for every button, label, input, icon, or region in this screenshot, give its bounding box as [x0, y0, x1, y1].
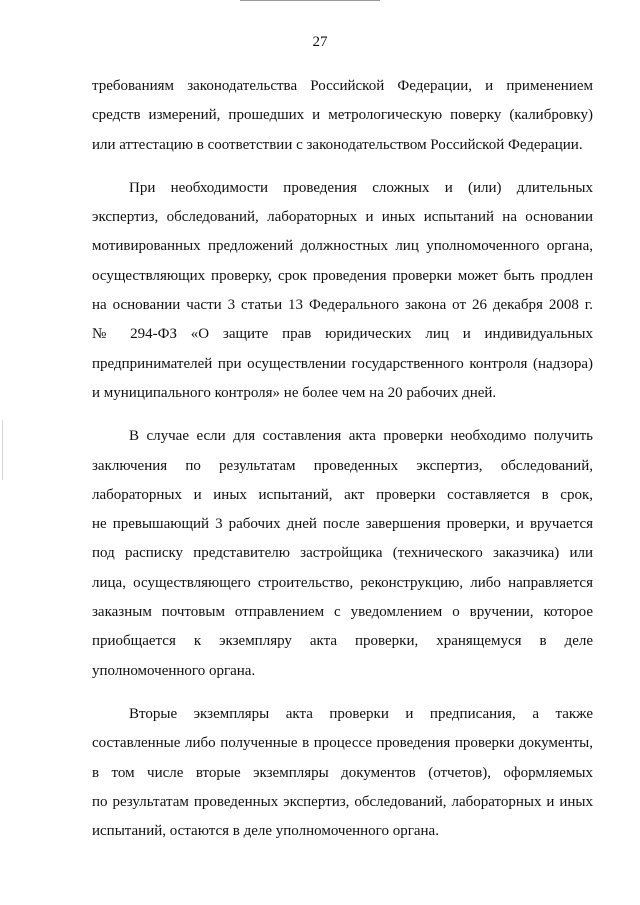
text-line: Вторые экземпляры акта проверки и предписания, а также: [129, 705, 593, 722]
text-line: предпринимателей при осуществлении государственного контроля (надзора): [92, 355, 593, 372]
paragraph-4: [92, 700, 593, 846]
scan-margin-mark: [2, 420, 3, 480]
text-line: на основании части 3 статьи 13 Федерального закона от 26 декабря 2008 г.: [92, 297, 593, 314]
text-line: приобщается к экземпляру акта проверки, хранящемуся в деле: [92, 633, 593, 650]
text-line: составленные либо полученные в процессе проведения проверки документы,: [92, 735, 593, 752]
text-line: При необходимости проведения сложных и (или) длительных: [129, 179, 593, 196]
text-line: в том числе вторые экземпляры документов (отчетов), оформляемых: [92, 764, 593, 781]
text-line: не превышающий 3 рабочих дней после завершения проверки, и вручается: [92, 516, 593, 533]
text-line: мотивированных предложений должностных лиц уполномоченного органа,: [92, 238, 593, 255]
text-line: В случае если для составления акта проверки необходимо получить: [129, 428, 593, 445]
text-line: и муниципального контроля» не более чем на 20 рабочих дней.: [92, 384, 497, 401]
scan-edge-line: [240, 0, 380, 1]
text-line: испытаний, остаются в деле уполномоченного органа.: [92, 823, 439, 840]
text-line: средств измерений, прошедших и метрологическую поверку (калибровку): [92, 107, 593, 124]
text-line: заказным почтовым отправлением с уведомлением о вручении, которое: [92, 604, 593, 621]
paragraph-2: [92, 174, 593, 408]
text-line: осуществляющих проверку, срок проведения проверки может быть продлен: [92, 267, 593, 284]
text-line: экспертиз, обследований, лабораторных и иных испытаний на основании: [92, 209, 593, 226]
text-line: № 294-ФЗ «О защите прав юридических лиц и индивидуальных: [92, 326, 593, 343]
text-line: лица, осуществляющего строительство, реконструкцию, либо направляется: [92, 574, 593, 591]
paragraph-3: [92, 422, 593, 686]
text-line: требованиям законодательства Российской Федерации, и применением: [92, 78, 593, 94]
page-number: 27: [312, 34, 328, 50]
paragraph-1: [92, 72, 593, 160]
text-line: уполномоченного органа.: [92, 662, 256, 679]
text-line: лабораторных и иных испытаний, акт проверки составляется в срок,: [92, 486, 593, 503]
document-body: [92, 72, 593, 846]
text-line: или аттестацию в соответствии с законодательством Российской Федерации.: [92, 136, 583, 153]
text-line: под расписку представителю застройщика (технического заказчика) или: [92, 545, 593, 562]
text-line: по результатам проведенных экспертиз, обследований, лабораторных и иных: [92, 793, 593, 810]
text-line: заключения по результатам проведенных экспертиз, обследований,: [92, 457, 593, 474]
